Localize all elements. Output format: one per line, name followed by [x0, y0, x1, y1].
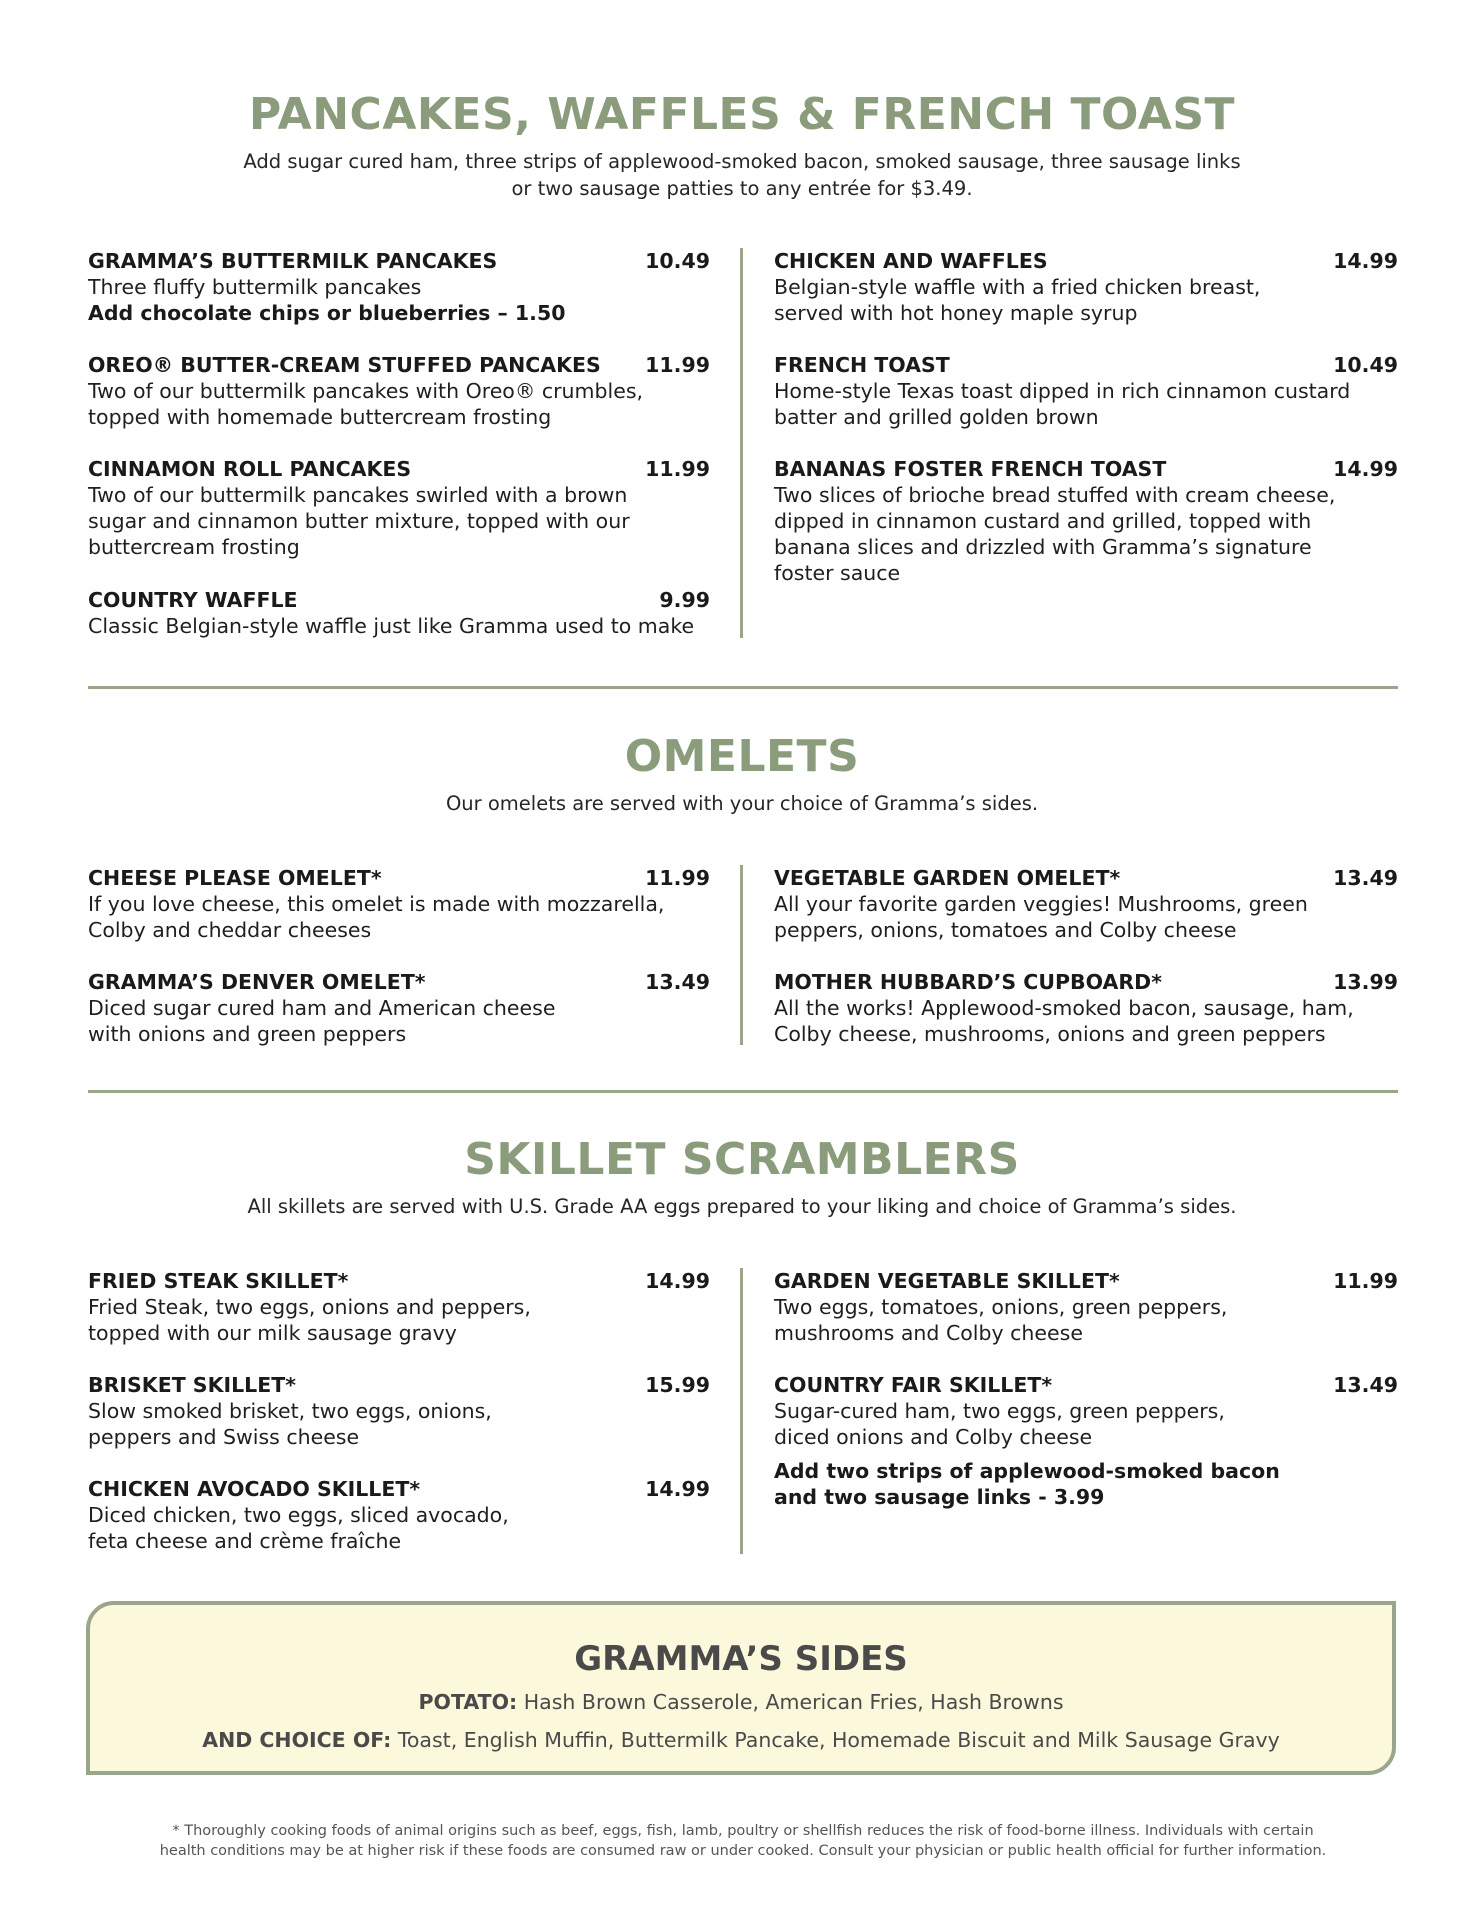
section-divider [88, 686, 1398, 689]
sides-choice-label: AND CHOICE OF: [202, 1728, 392, 1752]
menu-item [88, 248, 710, 326]
item-description: topped with homemade buttercream frosting [88, 405, 552, 429]
item-price: 14.99 [645, 1477, 710, 1501]
item-description: topped with our milk sausage gravy [88, 1321, 457, 1345]
menu-item [88, 865, 710, 943]
skillets-section [0, 1133, 1484, 1220]
menu-item [774, 248, 1398, 326]
menu-item [88, 456, 710, 560]
item-name: GRAMMA’S DENVER OMELET* [88, 970, 426, 994]
item-name: CHICKEN AND WAFFLES [774, 249, 1048, 273]
item-price: 9.99 [659, 588, 710, 612]
item-description: Home-style Texas toast dipped in rich cinnamon custard [774, 379, 1351, 403]
section-title: SKILLET SCRAMBLERS [464, 1134, 1020, 1185]
item-add-on: Add chocolate chips or blueberries – 1.50 [88, 301, 566, 325]
item-description: diced onions and Colby cheese [774, 1425, 1093, 1449]
item-description: All your favorite garden veggies! Mushrooms, green [774, 892, 1308, 916]
item-description: served with hot honey maple syrup [774, 301, 1138, 325]
item-description: Sugar-cured ham, two eggs, green peppers, [774, 1399, 1225, 1423]
item-description: Diced sugar cured ham and American cheese [88, 996, 556, 1020]
item-description: Two slices of brioche bread stuffed with cream cheese, [774, 483, 1336, 507]
item-price: 11.99 [645, 457, 710, 481]
item-description: Belgian-style waffle with a fried chicken breast, [774, 275, 1261, 299]
item-description: foster sauce [774, 561, 901, 585]
section-intro: Add sugar cured ham, three strips of applewood-smoked bacon, smoked sausage, three sausage links or two sausage patties to any entrée for $3.49. [243, 150, 1241, 200]
skillet-add-on [774, 1458, 1398, 1510]
item-price: 11.99 [645, 353, 710, 377]
item-description: buttercream frosting [88, 535, 300, 559]
item-name: CINNAMON ROLL PANCAKES [88, 457, 412, 481]
menu-item [774, 865, 1398, 943]
sides-potato-text: Hash Brown Casserole, American Fries, Hash Browns [517, 1690, 1064, 1714]
item-description: with onions and green peppers [88, 1022, 407, 1046]
menu-item [88, 587, 710, 639]
item-description: dipped in cinnamon custard and grilled, topped with [774, 509, 1312, 533]
pancakes-section [0, 88, 1484, 202]
item-description: banana slices and drizzled with Gramma’s signature [774, 535, 1312, 559]
item-description: peppers, onions, tomatoes and Colby cheese [774, 918, 1237, 942]
column-divider [740, 248, 743, 638]
food-safety-footnote: * Thoroughly cooking foods of animal origins such as beef, eggs, fish, lamb, poultry or shellfish reduces the risk of food-borne illness. Individuals with certain health conditions may be at higher risk if these foods are consumed raw or under cooked. Consult your physician or public health official for further information. [159, 1823, 1327, 1859]
item-price: 10.49 [645, 249, 710, 273]
menu-item [88, 969, 710, 1047]
item-name: CHICKEN AVOCADO SKILLET* [88, 1477, 421, 1501]
item-description: If you love cheese, this omelet is made with mozzarella, [88, 892, 665, 916]
item-description: Three fluffy buttermilk pancakes [88, 275, 422, 299]
item-description: feta cheese and crème fraîche [88, 1529, 402, 1553]
section-intro: Our omelets are served with your choice of Gramma’s sides. [445, 792, 1039, 815]
item-price: 15.99 [645, 1373, 710, 1397]
item-price: 14.99 [645, 1269, 710, 1293]
item-description: Colby and cheddar cheeses [88, 918, 372, 942]
item-price: 13.99 [1333, 970, 1398, 994]
item-description: Two eggs, tomatoes, onions, green peppers, [774, 1295, 1228, 1319]
menu-item [774, 1268, 1398, 1346]
menu-item [774, 969, 1398, 1047]
item-price: 14.99 [1333, 457, 1398, 481]
item-name: MOTHER HUBBARD’S CUPBOARD* [774, 970, 1162, 994]
omelets-menu [88, 865, 1398, 1045]
sides-potato-line [90, 1689, 1392, 1715]
item-price: 14.99 [1333, 249, 1398, 273]
item-name: BANANAS FOSTER FRENCH TOAST [774, 457, 1167, 481]
item-name: CHEESE PLEASE OMELET* [88, 866, 382, 890]
item-description: batter and grilled golden brown [774, 405, 1099, 429]
item-name: OREO® BUTTER-CREAM STUFFED PANCAKES [88, 353, 601, 377]
section-title: PANCAKES, WAFFLES & FRENCH TOAST [248, 89, 1236, 140]
item-name: GRAMMA’S BUTTERMILK PANCAKES [88, 249, 498, 273]
sides-potato-label: POTATO: [418, 1690, 518, 1714]
item-description: Colby cheese, mushrooms, onions and green peppers [774, 1022, 1326, 1046]
item-description: Diced chicken, two eggs, sliced avocado, [88, 1503, 509, 1527]
item-description: Classic Belgian-style waffle just like Gramma used to make [88, 614, 695, 638]
item-name: COUNTRY FAIR SKILLET* [774, 1373, 1053, 1397]
item-description: mushrooms and Colby cheese [774, 1321, 1083, 1345]
section-divider [88, 1090, 1398, 1093]
sides-title: GRAMMA’S SIDES [574, 1639, 908, 1679]
item-name: BRISKET SKILLET* [88, 1373, 296, 1397]
item-price: 13.49 [1333, 1373, 1398, 1397]
item-description: sugar and cinnamon butter mixture, topped with our [88, 509, 630, 533]
sides-choice-text: Toast, English Muffin, Buttermilk Pancake, Homemade Biscuit and Milk Sausage Gravy [391, 1728, 1280, 1752]
skillets-menu [88, 1268, 1398, 1554]
item-price: 13.49 [645, 970, 710, 994]
menu-item [88, 1372, 710, 1450]
item-description: Two of our buttermilk pancakes swirled with a brown [88, 483, 628, 507]
column-divider [740, 1268, 743, 1554]
item-price: 11.99 [645, 866, 710, 890]
item-name: COUNTRY WAFFLE [88, 588, 298, 612]
menu-item [774, 352, 1398, 430]
item-name: FRENCH TOAST [774, 353, 950, 377]
item-description: Slow smoked brisket, two eggs, onions, [88, 1399, 492, 1423]
item-description: Two of our buttermilk pancakes with Oreo® crumbles, [88, 379, 644, 403]
menu-item [88, 1268, 710, 1346]
item-name: VEGETABLE GARDEN OMELET* [774, 866, 1121, 890]
item-price: 11.99 [1333, 1269, 1398, 1293]
column-divider [740, 865, 743, 1045]
menu-item [774, 1372, 1398, 1450]
section-intro: All skillets are served with U.S. Grade AA eggs prepared to your liking and choice of Gramma’s sides. [247, 1195, 1237, 1218]
menu-item [88, 352, 710, 430]
add-on-text: and two sausage links - 3.99 [774, 1485, 1105, 1509]
item-price: 10.49 [1333, 353, 1398, 377]
item-name: FRIED STEAK SKILLET* [88, 1269, 349, 1293]
menu-item [88, 1476, 710, 1554]
pancakes-menu [88, 248, 1398, 638]
item-name: GARDEN VEGETABLE SKILLET* [774, 1269, 1120, 1293]
item-description: Fried Steak, two eggs, onions and peppers, [88, 1295, 531, 1319]
grammas-sides-box [86, 1601, 1396, 1775]
sides-choice-line [90, 1727, 1392, 1753]
item-description: All the works! Applewood-smoked bacon, sausage, ham, [774, 996, 1354, 1020]
section-title: OMELETS [624, 731, 860, 782]
add-on-text: Add two strips of applewood-smoked bacon [774, 1459, 1280, 1483]
item-description: peppers and Swiss cheese [88, 1425, 360, 1449]
item-price: 13.49 [1333, 866, 1398, 890]
omelets-section [0, 730, 1484, 817]
menu-item [774, 456, 1398, 586]
